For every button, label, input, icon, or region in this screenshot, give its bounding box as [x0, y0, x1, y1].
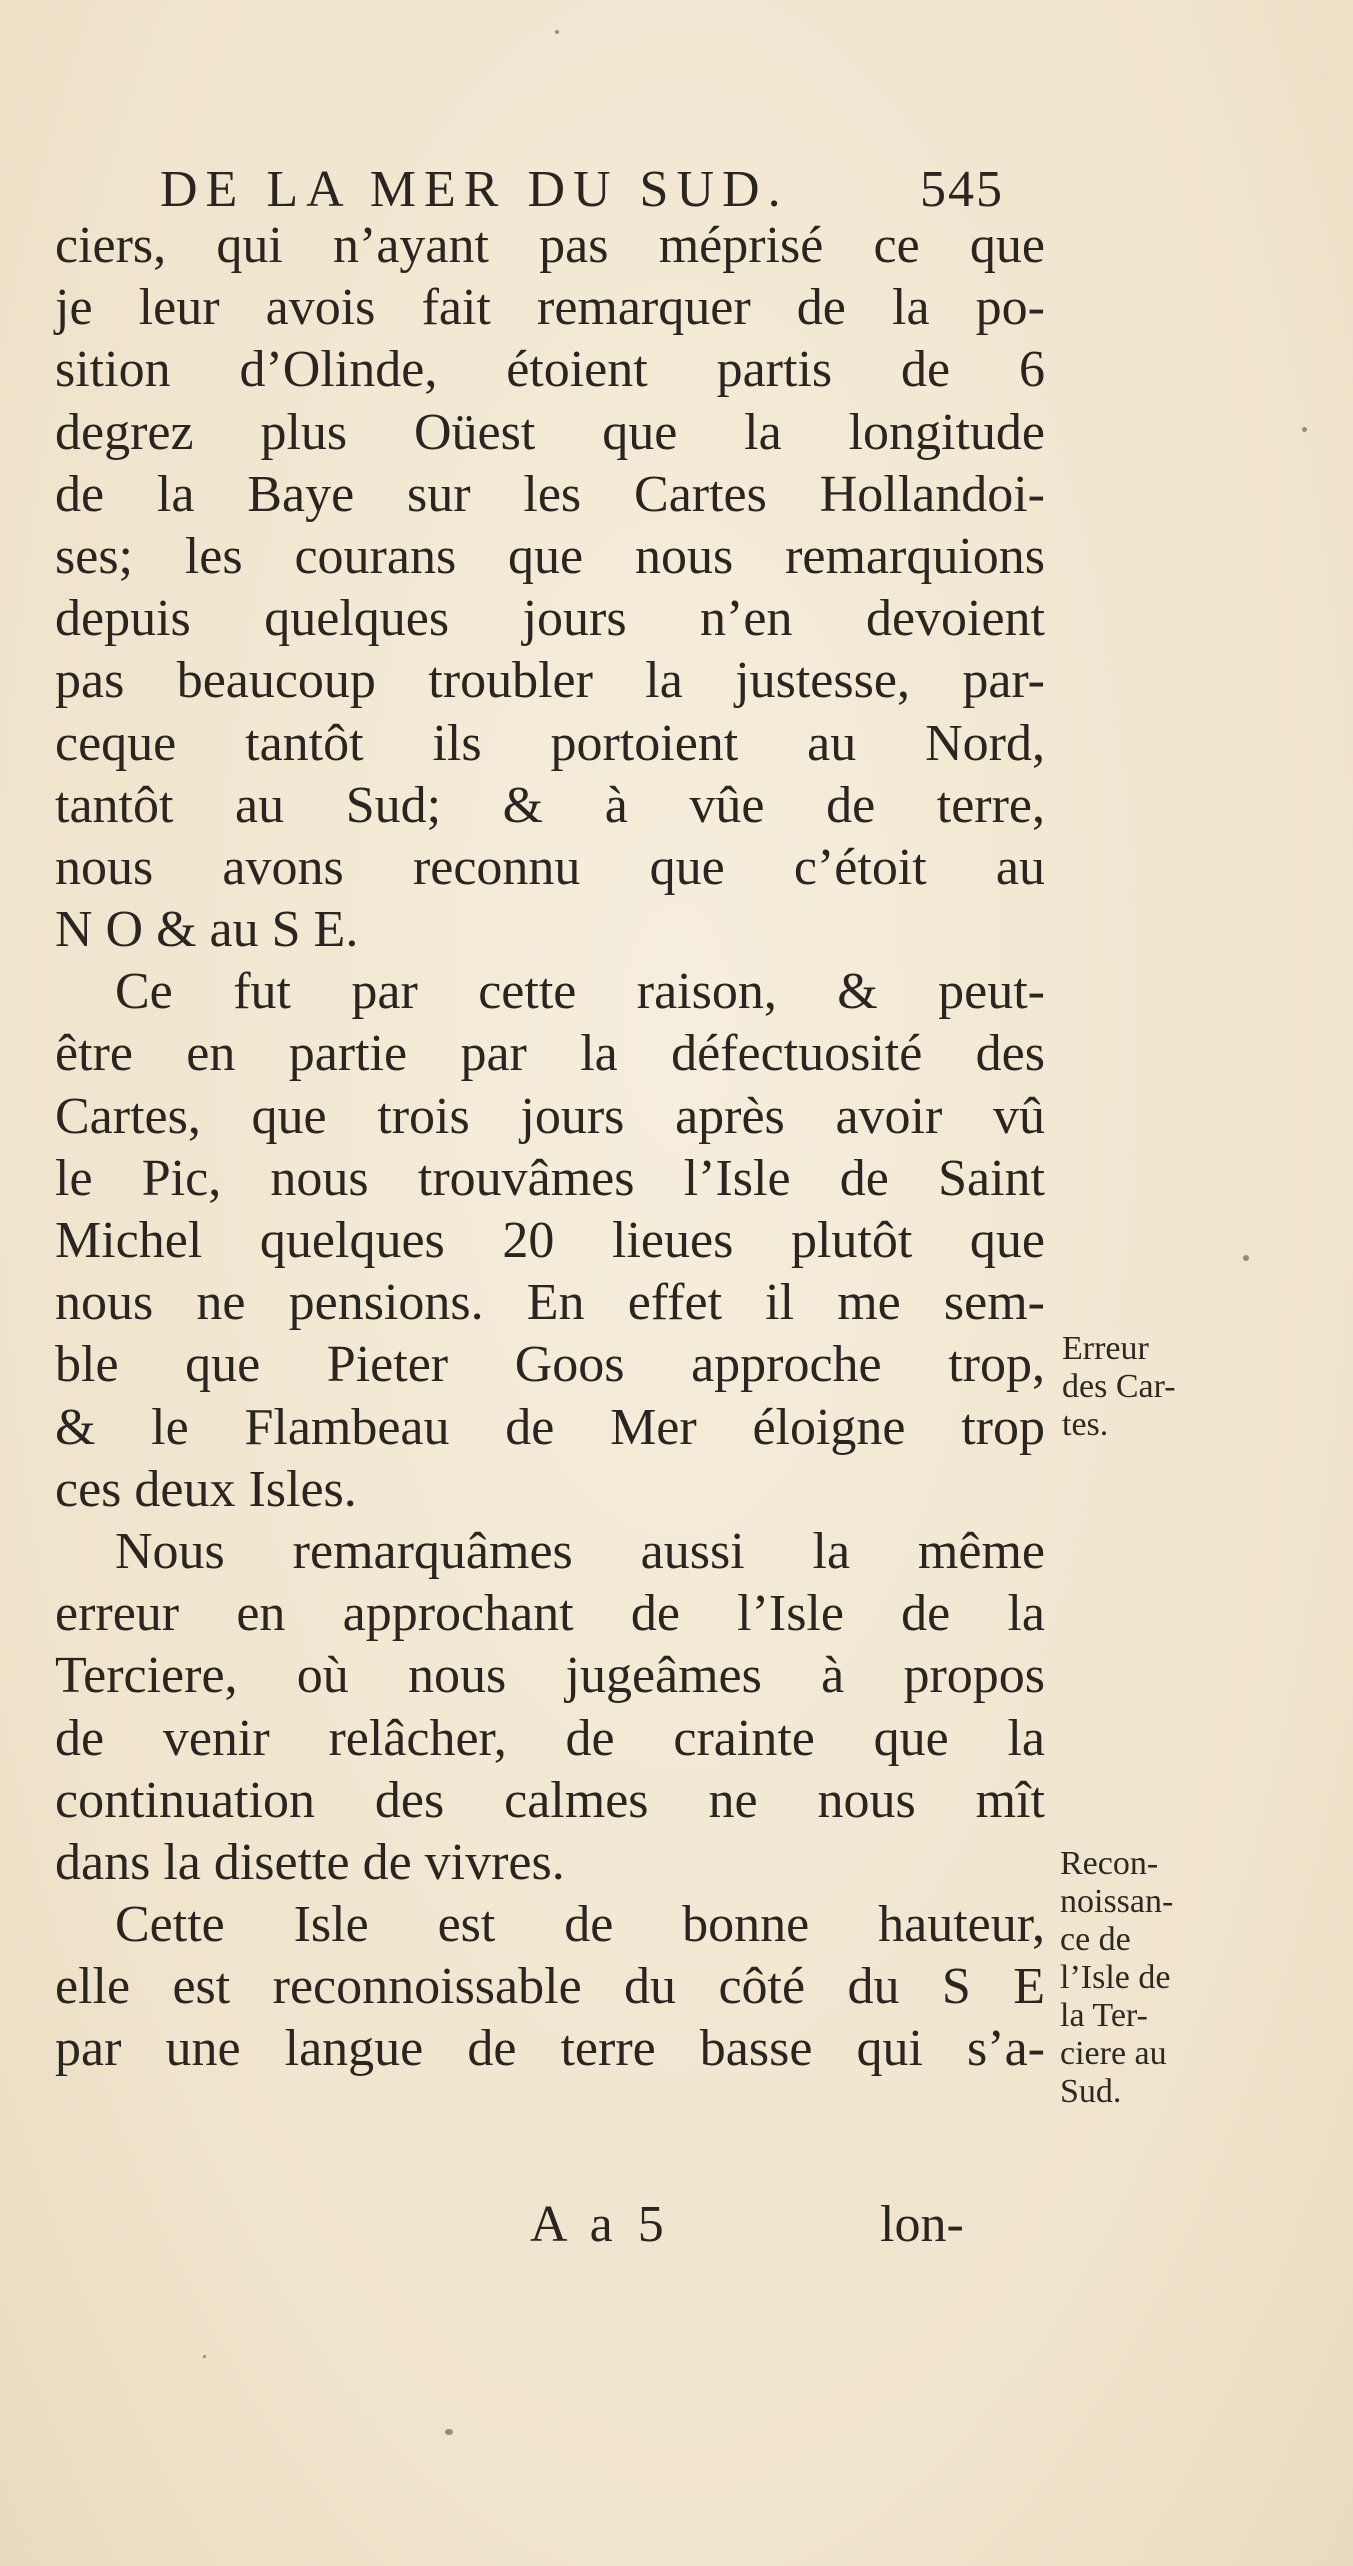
text-line: continuation des calmes ne nous mît: [55, 1771, 1045, 1829]
text-line: nous ne pensions. En effet il me sem-: [55, 1274, 1045, 1332]
text-line: ses; les courans que nous remarquions: [55, 527, 1045, 585]
text-line: le Pic, nous trouvâmes l’Isle de Saint: [55, 1149, 1045, 1207]
margin-note-reconnoissance: Recon- noissan- ce de l’Isle de la Ter- ciere au Sud.: [1060, 1845, 1174, 2110]
text-line: de venir relâcher, de crainte que la: [55, 1709, 1045, 1767]
text-line: nous avons reconnu que c’étoit au: [55, 838, 1045, 896]
text-line: N O & au S E.: [55, 901, 359, 959]
text-line: Terciere, où nous jugeâmes à propos: [55, 1647, 1045, 1705]
running-title: DE LA MER DU SUD.: [160, 161, 789, 218]
text-line: Ce fut par cette raison, & peut-: [115, 963, 1045, 1021]
text-line: sition d’Olinde, étoient partis de 6: [55, 341, 1045, 399]
text-line: erreur en approchant de l’Isle de la: [55, 1585, 1045, 1643]
catchword: lon-: [880, 2196, 964, 2253]
text-line: ceque tantôt ils portoient au Nord,: [55, 714, 1045, 772]
text-line: Michel quelques 20 lieues plutôt que: [55, 1212, 1045, 1269]
text-line: Cartes, que trois jours après avoir vû: [55, 1087, 1045, 1145]
paper-speck: [203, 2355, 206, 2358]
text-line: degrez plus Oüest que la longitude: [55, 403, 1045, 461]
text-line: ciers, qui n’ayant pas méprisé ce que: [55, 217, 1045, 274]
text-line: & le Flambeau de Mer éloigne trop: [55, 1398, 1045, 1456]
text-line: ble que Pieter Goos approche trop,: [55, 1336, 1045, 1394]
text-line: elle est reconnoissable du côté du S E: [55, 1958, 1045, 2016]
text-line: je leur avois fait remarquer de la po-: [55, 279, 1045, 337]
paper-speck: [1302, 427, 1307, 432]
text-line: de la Baye sur les Cartes Hollandoi-: [55, 465, 1045, 523]
margin-note-erreur: Erreur des Car- tes.: [1062, 1330, 1176, 1443]
text-line: pas beaucoup troubler la justesse, par-: [55, 652, 1045, 710]
signature-mark: A a 5: [530, 2196, 670, 2253]
text-line: dans la disette de vivres.: [55, 1833, 565, 1891]
text-line: Cette Isle est de bonne hauteur,: [115, 1896, 1045, 1954]
paper-speck: [555, 30, 559, 34]
body-text: [55, 215, 1045, 2081]
text-line: ces deux Isles.: [55, 1460, 357, 1518]
text-line: Nous remarquâmes aussi la même: [115, 1522, 1045, 1580]
page-number: 545: [920, 161, 1004, 218]
paper-speck: [445, 2429, 453, 2435]
text-line: tantôt au Sud; & à vûe de terre,: [55, 776, 1045, 834]
text-line: depuis quelques jours n’en devoient: [55, 590, 1045, 648]
text-line: être en partie par la défectuosité des: [55, 1025, 1045, 1083]
text-line: par une langue de terre basse qui s’a-: [55, 2020, 1045, 2078]
paper-speck: [1243, 1255, 1249, 1261]
